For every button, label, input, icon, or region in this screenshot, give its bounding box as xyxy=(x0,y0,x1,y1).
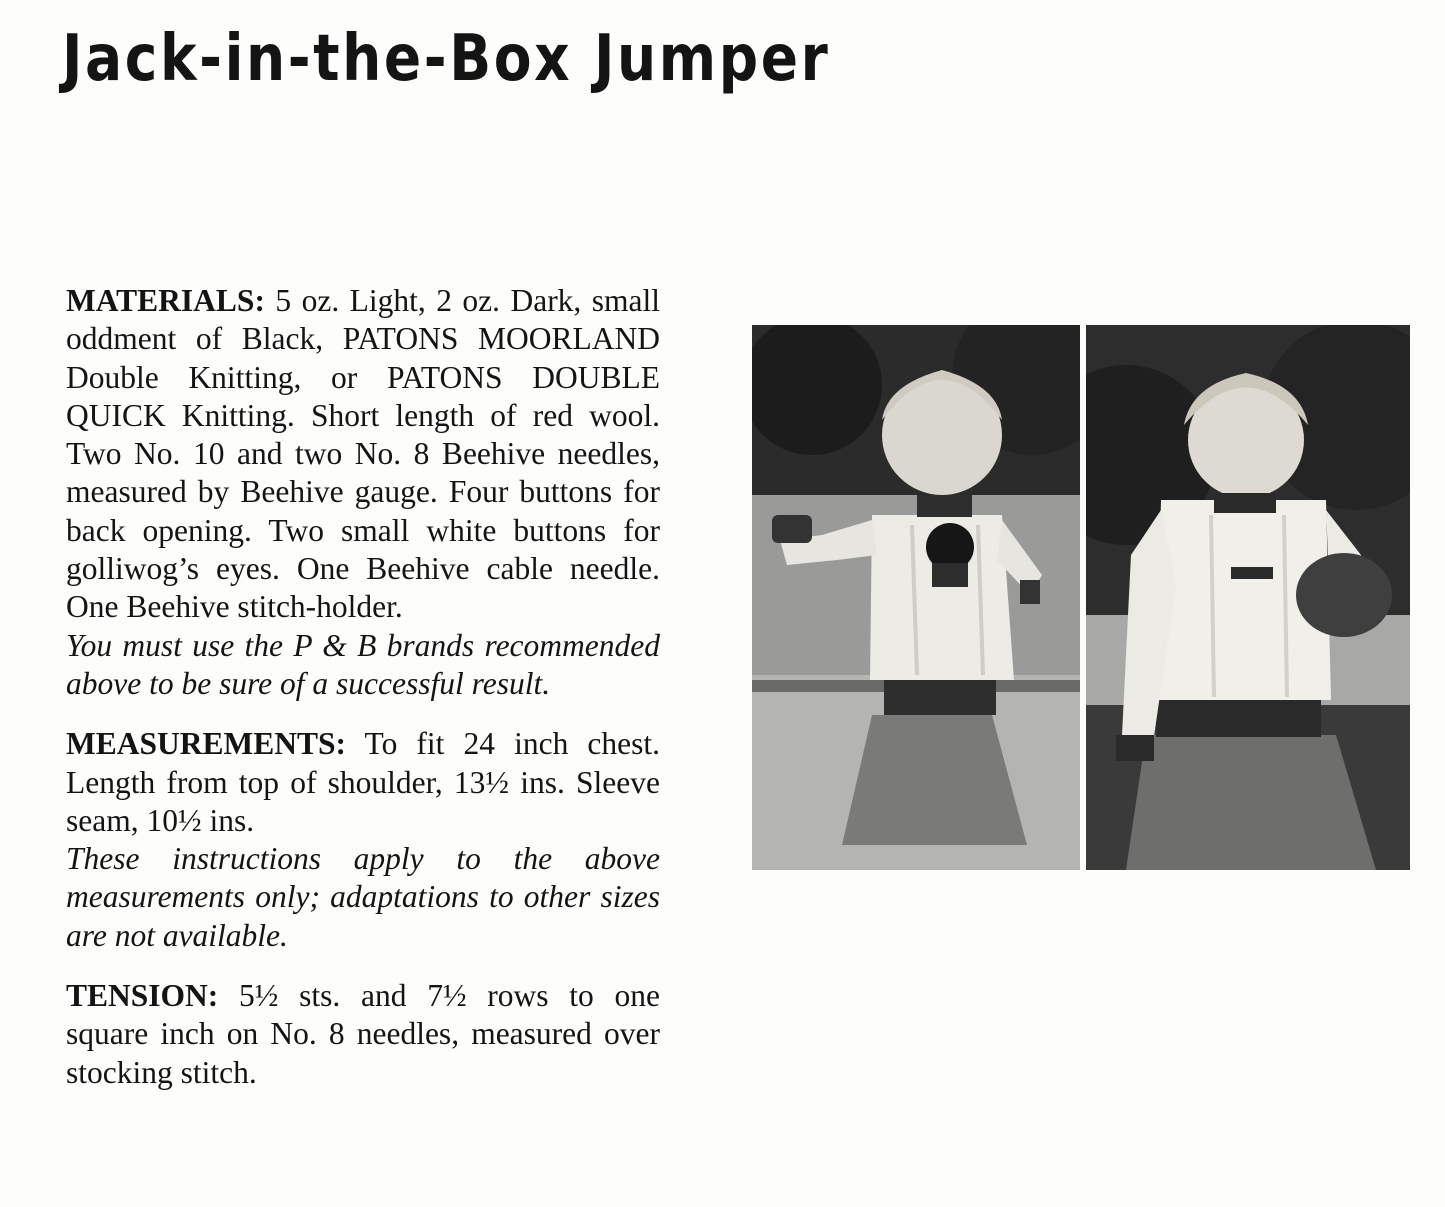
materials-text: 5 oz. Light, 2 oz. Dark, small oddment of Black, PATONS MOORLAND Double Knitting, or PATONS DOUBLE QUICK Knitting. Short length of red wool. Two No. 10 and two No. 8 Beehive needles, measured by Beehive gauge. Four buttons for back opening. Two small white buttons for golliwog’s eyes. One Beehive cable needle. One Beehive stitch-holder. xyxy=(66,283,660,625)
measurements-note: These instructions apply to the above measurements only; adaptations to other sizes are not available. xyxy=(66,841,660,953)
tension-label: TENSION: xyxy=(66,978,219,1014)
materials-label: MATERIALS: xyxy=(66,283,265,318)
measurements-text: To fit 24 inch chest. Length from top of shoulder, 13½ ins. Sleeve seam, 10½ ins. xyxy=(66,726,660,838)
materials-note: You must use the P & B brands recommended above to be sure of a successful result. xyxy=(66,627,660,701)
tension-section xyxy=(66,977,660,1092)
photo-pair xyxy=(752,325,1410,870)
materials-paragraph xyxy=(66,282,660,627)
pattern-details xyxy=(66,282,660,1114)
materials-section xyxy=(66,282,660,703)
child-photo-left xyxy=(752,325,1080,870)
tension-paragraph xyxy=(66,977,660,1092)
measurements-section xyxy=(66,725,660,955)
measurements-paragraph xyxy=(66,725,660,840)
pattern-title: Jack-in-the-Box Jumper xyxy=(62,22,831,96)
child-photo-right xyxy=(1086,325,1410,870)
tension-text: 5½ sts. and 7½ rows to one square inch on No. 8 needles, measured over stocking stitch. xyxy=(66,978,660,1090)
measurements-label: MEASUREMENTS: xyxy=(66,726,347,762)
